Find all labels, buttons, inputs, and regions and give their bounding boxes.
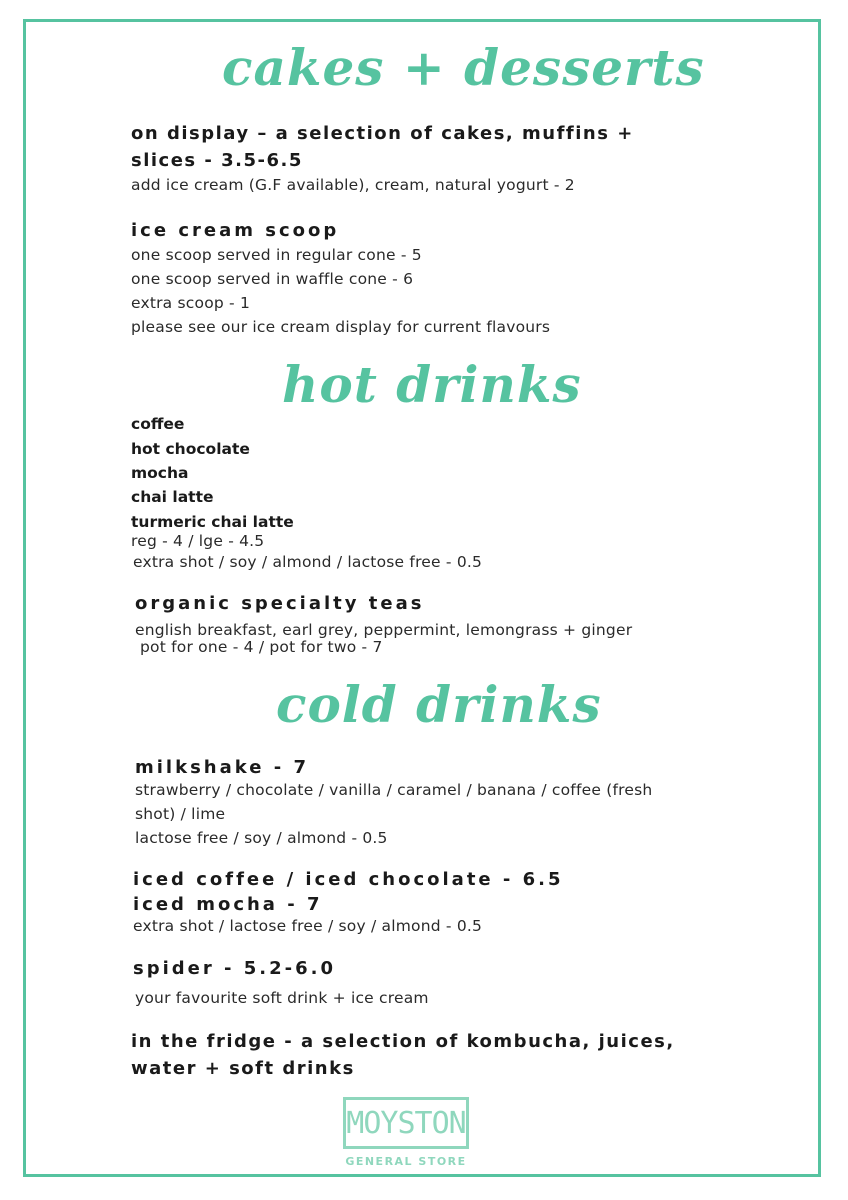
scoop-item: extra scoop - 1 (131, 294, 251, 312)
spider-heading: spider - 5.2-6.0 (133, 958, 336, 979)
spider-desc: your favourite soft drink + ice cream (135, 989, 429, 1007)
iced-heading-1: iced coffee / iced chocolate - 6.5 (133, 869, 564, 890)
teas-list: english breakfast, earl grey, peppermint, lemongrass + ginger (135, 621, 633, 639)
milkshake-flavours-cont: shot) / lime (135, 805, 226, 823)
milkshake-extras: lactose free / soy / almond - 0.5 (135, 829, 388, 847)
logo-subtitle: GENERAL STORE (345, 1155, 467, 1168)
milkshake-flavours: strawberry / chocolate / vanilla / caramel / banana / coffee (fresh (135, 781, 653, 799)
teas-price: pot for one - 4 / pot for two - 7 (140, 638, 383, 656)
hot-drink-price: reg - 4 / lge - 4.5 (131, 532, 265, 550)
hot-drink-item: hot chocolate (131, 440, 250, 458)
on-display-heading-line1: on display – a selection of cakes, muffins + (131, 123, 634, 144)
milkshake-heading: milkshake - 7 (135, 757, 309, 778)
ice-cream-scoop-heading: ice cream scoop (131, 220, 340, 241)
iced-heading-2: iced mocha - 7 (133, 894, 323, 915)
hot-drink-item: coffee (131, 415, 185, 433)
logo-name: MOYSTON (346, 1105, 466, 1141)
hot-drink-item: mocha (131, 464, 189, 482)
hot-drinks-title: hot drinks (282, 355, 582, 414)
scoop-item: one scoop served in waffle cone - 6 (131, 270, 414, 288)
on-display-addon: add ice cream (G.F available), cream, natural yogurt - 2 (131, 176, 575, 194)
hot-drink-item: turmeric chai latte (131, 513, 294, 531)
moyston-logo (343, 1097, 469, 1149)
on-display-heading-line2: slices - 3.5-6.5 (131, 150, 303, 171)
fridge-line-2: water + soft drinks (131, 1058, 355, 1079)
hot-drink-item: chai latte (131, 488, 214, 506)
teas-heading: organic specialty teas (135, 593, 425, 614)
hot-drink-extras: extra shot / soy / almond / lactose free - 0.5 (133, 553, 483, 571)
iced-extras: extra shot / lactose free / soy / almond - 0.5 (133, 917, 483, 935)
cold-drinks-title: cold drinks (276, 675, 602, 734)
cakes-desserts-title: cakes + desserts (222, 38, 705, 97)
scoop-item: please see our ice cream display for current flavours (131, 318, 551, 336)
fridge-line-1: in the fridge - a selection of kombucha, juices, (131, 1031, 675, 1052)
scoop-item: one scoop served in regular cone - 5 (131, 246, 422, 264)
